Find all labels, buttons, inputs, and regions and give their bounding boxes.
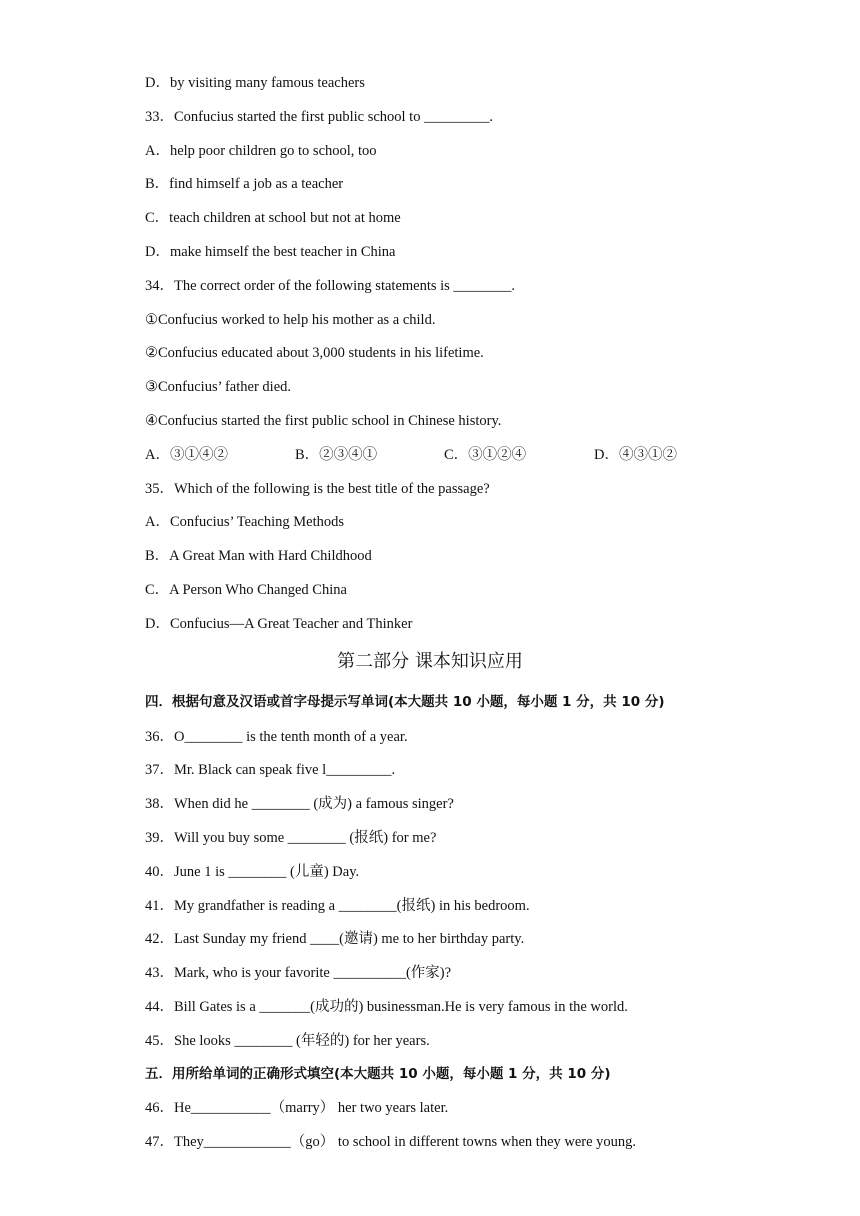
q34-statement-3: ③Confucius’ father died.: [145, 379, 292, 395]
q34-option-c: C．③①②④: [444, 447, 527, 463]
q40: 40．June 1 is ________ (儿童) Day.: [145, 864, 360, 880]
q35-option-b: B．A Great Man with Hard Childhood: [145, 548, 372, 564]
q43: 43．Mark, who is your favorite __________(作家)?: [145, 965, 452, 981]
q34-stem: 34．The correct order of the following statements is ________.: [145, 278, 516, 294]
q33-stem: 33．Confucius started the first public school to _________.: [145, 109, 493, 125]
part-two-title: 第二部分 课本知识应用: [337, 651, 523, 672]
q42: 42．Last Sunday my friend ____(邀请) me to her birthday party.: [145, 931, 525, 947]
section-four-title: 四．根据句意及汉语或首字母提示写单词(本大题共 10 小题，每小题 1 分，共 10 分): [145, 694, 665, 710]
q34-statement-1: ①Confucius worked to help his mother as a child.: [145, 312, 436, 328]
section-five-title: 五．用所给单词的正确形式填空(本大题共 10 小题，每小题 1 分，共 10 分): [145, 1066, 611, 1082]
q46: 46．He___________（marry） her two years later.: [145, 1100, 449, 1116]
q36: 36．O________ is the tenth month of a year.: [145, 729, 408, 745]
q35-option-a: A．Confucius’ Teaching Methods: [145, 514, 344, 530]
q35-option-c: C．A Person Who Changed China: [145, 582, 347, 598]
q41: 41．My grandfather is reading a ________(报纸) in his bedroom.: [145, 898, 530, 914]
q33-option-d: D．make himself the best teacher in China: [145, 244, 396, 260]
q34-option-a: A．③①④②: [145, 447, 228, 463]
q32-option-d: D．by visiting many famous teachers: [145, 75, 365, 91]
q33-option-b: B．find himself a job as a teacher: [145, 176, 344, 192]
q34-option-b: B．②③④①: [295, 447, 378, 463]
q39: 39．Will you buy some ________ (报纸) for me?: [145, 830, 437, 846]
q35-stem: 35．Which of the following is the best title of the passage?: [145, 481, 490, 497]
q33-option-c: C．teach children at school but not at home: [145, 210, 401, 226]
q47: 47．They____________（go） to school in different towns when they were young.: [145, 1134, 637, 1150]
q34-option-d: D．④③①②: [594, 447, 677, 463]
q44: 44．Bill Gates is a _______(成功的) businessman.He is very famous in the world.: [145, 999, 628, 1015]
q38: 38．When did he ________ (成为) a famous singer?: [145, 796, 454, 812]
q45: 45．She looks ________ (年轻的) for her years.: [145, 1033, 430, 1049]
q35-option-d: D．Confucius—A Great Teacher and Thinker: [145, 616, 413, 632]
q34-statement-4: ④Confucius started the first public school in Chinese history.: [145, 413, 502, 429]
q33-option-a: A．help poor children go to school, too: [145, 143, 377, 159]
q34-statement-2: ②Confucius educated about 3,000 students in his lifetime.: [145, 345, 484, 361]
q37: 37．Mr. Black can speak five l_________.: [145, 762, 396, 778]
